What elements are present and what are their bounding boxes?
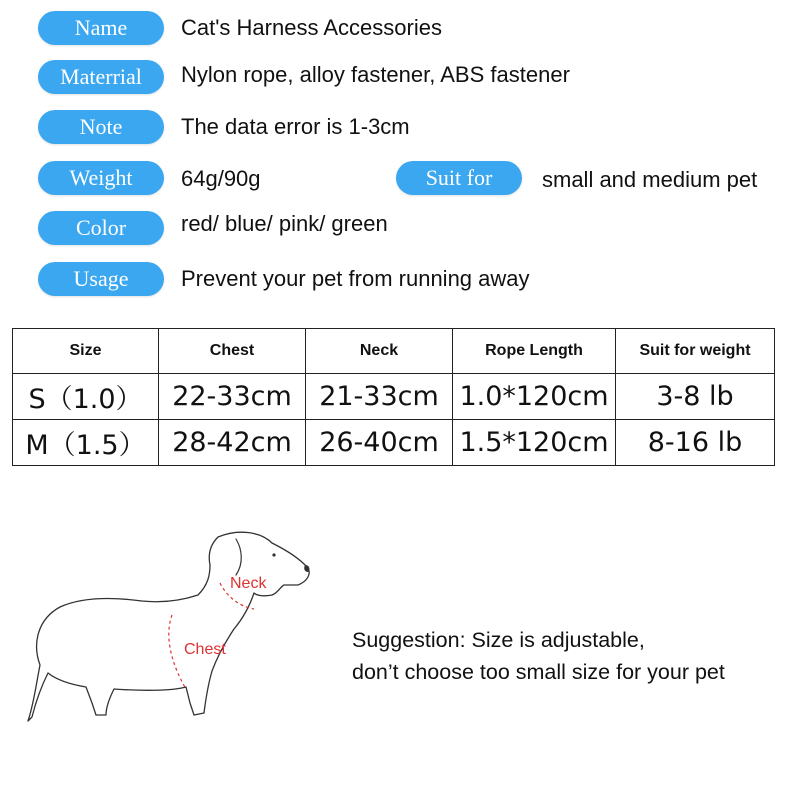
dog-eye [272,553,275,556]
weight-value: 64g/90g [181,166,261,191]
header-chest: Chest [159,329,306,374]
color-label-pill: Color [38,211,164,245]
header-size: Size [13,329,159,374]
weight-cell: 3-8 lb [616,374,775,420]
note-value: The data error is 1-3cm [181,114,410,139]
usage-label-pill: Usage [38,262,164,296]
size-table [12,328,775,466]
note-label-pill: Note [38,110,164,144]
weight-label-pill: Weight [38,161,164,195]
suit-for-label-pill: Suit for [396,161,522,195]
rope-length-cell: 1.0*120cm [453,374,616,420]
size-cell: S（1.0） [13,374,159,420]
chest-cell: 28-42cm [159,420,306,466]
table-header-row [13,329,775,374]
material-label-pill: Materrial [38,60,164,94]
table-row [13,374,775,420]
header-suit-weight: Suit for weight [616,329,775,374]
header-neck: Neck [306,329,453,374]
dog-nose [304,565,309,572]
header-rope-length: Rope Length [453,329,616,374]
suggestion-text [352,624,725,688]
suggestion-line-2: don’t choose too small size for your pet [352,660,725,684]
suggestion-line-1: Suggestion: Size is adjustable, [352,628,645,652]
suit-for-value: small and medium pet [542,167,758,192]
material-value: Nylon rope, alloy fastener, ABS fastener [181,62,570,87]
dog-outline-icon [22,525,322,730]
neck-cell: 21-33cm [306,374,453,420]
rope-length-cell: 1.5*120cm [453,420,616,466]
dog-body-outline [28,532,309,721]
size-cell: M（1.5） [13,420,159,466]
chest-label: Chest [184,641,226,658]
chest-cell: 22-33cm [159,374,306,420]
neck-label: Neck [230,575,267,592]
name-value: Cat's Harness Accessories [181,15,442,40]
dog-diagram [22,525,322,730]
dog-ear-outline [236,539,241,575]
weight-cell: 8-16 lb [616,420,775,466]
name-label-pill: Name [38,11,164,45]
usage-value: Prevent your pet from running away [181,266,530,291]
neck-cell: 26-40cm [306,420,453,466]
color-value: red/ blue/ pink/ green [181,211,388,236]
table-row [13,420,775,466]
